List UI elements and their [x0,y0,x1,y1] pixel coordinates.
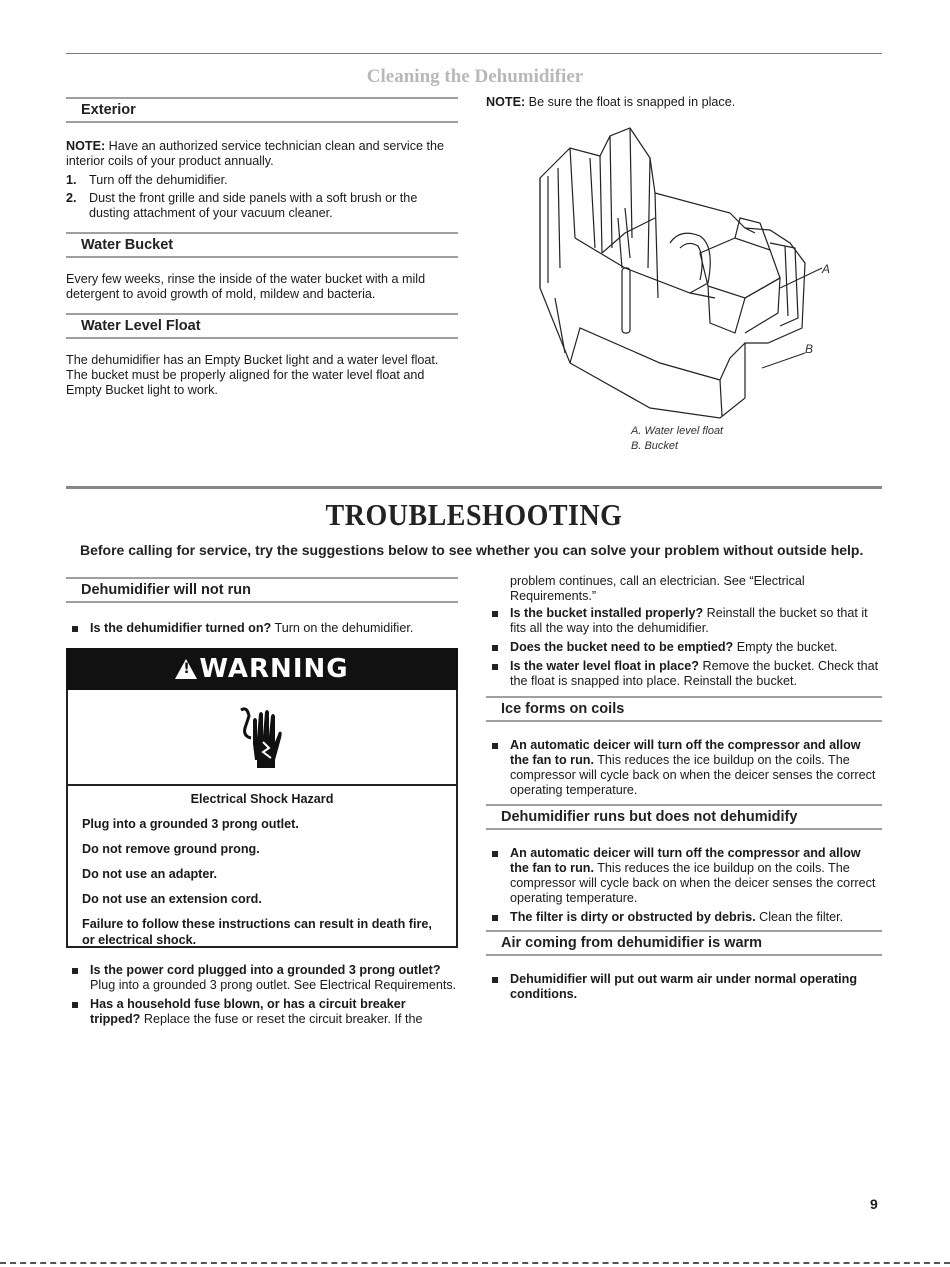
bullet-filter-bold: The filter is dirty or obstructed by debris. [510,910,756,924]
water-bucket-heading-block [66,232,458,258]
warm-air-heading: Air coming from dehumidifier is warm [501,935,763,951]
fuse-continued-text: problem continues, call an electrician. See “Electrical Requirements.” [510,574,805,603]
bullet-bucket-emptied [486,640,882,655]
warning-header-text: WARNING [199,654,349,684]
will-not-run-heading-block [66,577,458,603]
warning-triangle-icon [175,659,197,679]
bullet-fuse-text: Replace the fuse or reset the circuit breaker. If the [140,1012,423,1026]
warning-line-3: Do not use an adapter. [82,867,218,881]
will-not-run-bullets-b [66,963,458,1031]
bullet-deicer-dehumidify-bold: An automatic deicer will turn off the compressor and allow the fan to run. [510,846,861,875]
figure-label-a: A [822,262,831,276]
top-rule [66,53,882,54]
figure-label-b: B [805,342,814,356]
right-note-label: NOTE: [486,95,526,109]
bullet-float-in-place [486,659,882,689]
bullet-bucket-installed [486,606,882,636]
bucket-illustration [530,118,840,423]
figure-caption-b: B. Bucket [631,440,679,452]
exterior-heading-block [66,97,458,123]
bullet-filter [486,910,882,925]
bullet-power-cord-bold: Is the power cord plugged into a grounded 3 prong outlet? [90,963,441,977]
bullet-turned-on-bold: Is the dehumidifier turned on? [90,621,272,635]
ice-heading-block [486,696,882,722]
bullet-fuse-bold: Has a household fuse blown, or has a circuit breaker tripped? [90,997,406,1026]
right-note [486,95,882,110]
bullet-warm-air-bold: Dehumidifier will put out warm air under normal operating conditions. [510,972,858,1001]
warm-air-heading-block [486,930,882,956]
warning-box [66,648,458,948]
troubleshooting-title: TROUBLESHOOTING [325,498,623,533]
no-dehumidify-heading: Dehumidifier runs but does not dehumidify [501,809,798,825]
bullet-bucket-emptied-text: Empty the bucket. [733,640,838,654]
will-not-run-bullets-a [66,621,458,640]
bullet-turned-on [66,621,458,636]
warning-line-4: Do not use an extension cord. [82,892,262,906]
warning-line-5: Failure to follow these instructions can result in death fire, or electrical shock. [82,917,432,947]
warning-header [66,648,458,690]
bullet-bucket-installed-bold: Is the bucket installed properly? [510,606,704,620]
warning-body [68,792,456,948]
water-bucket-heading: Water Bucket [81,237,174,253]
ice-heading: Ice forms on coils [501,701,625,717]
float-heading-block [66,313,458,339]
bullet-deicer-ice [486,738,882,798]
exterior-note-text: Have an authorized service technician clean and service the interior coils of your product annually. [66,139,445,168]
exterior-heading: Exterior [81,102,136,118]
step-1-text: Turn off the dehumidifier. [89,173,228,187]
bullet-power-cord [66,963,458,993]
right-note-text: Be sure the float is snapped in place. [525,95,736,109]
warning-icon-area [68,690,456,786]
step-1-num: 1. [66,173,77,187]
will-not-run-heading: Dehumidifier will not run [81,582,251,598]
float-text: The dehumidifier has an Empty Bucket light and a water level float. The bucket must be properly aligned for the water level float and Empty Bucket light to work. [66,353,439,397]
will-not-run-bullets-c [486,606,882,693]
step-2-num: 2. [66,191,77,205]
exterior-steps [66,173,458,224]
bullet-filter-text: Clean the filter. [755,910,844,924]
bullet-power-cord-text: Plug into a grounded 3 prong outlet. See Electrical Requirements. [90,978,457,992]
no-dehumidify-heading-block [486,804,882,830]
no-dehumidify-bullets [486,846,882,929]
troubleshooting-intro: Before calling for service, try the suggestions below to see whether you can solve your problem without outside help. [80,542,864,558]
bullet-float-in-place-text: Remove the bucket. Check that the float is snapped into place. Reinstall the bucket. [510,659,879,688]
ice-bullets [486,738,882,802]
exterior-note-label: NOTE: [66,139,106,153]
bullet-warm-air [486,972,882,1002]
bottom-dashed-border [0,1262,950,1264]
warning-line-2: Do not remove ground prong. [82,842,260,856]
bullet-deicer-dehumidify [486,846,882,906]
bullet-float-in-place-bold: Is the water level float in place? [510,659,699,673]
bullet-deicer-ice-text: This reduces the ice buildup on the coils. The compressor will cycle back on when the deicer senses the correct operating temperature. [510,753,876,797]
step-1 [66,173,458,188]
bullet-turned-on-text: Turn on the dehumidifier. [271,621,414,635]
bullet-bucket-installed-text: Reinstall the bucket so that it fits all the way into the dehumidifier. [510,606,868,635]
cleaning-title: Cleaning the Dehumidifier [366,66,584,87]
electrical-shock-icon [237,702,287,772]
bullet-fuse [66,997,458,1027]
step-2-text: Dust the front grille and side panels with a soft brush or the dusting attachment of your vacuum cleaner. [89,191,418,220]
bullet-bucket-emptied-bold: Does the bucket need to be emptied? [510,640,734,654]
warning-hazard: Electrical Shock Hazard [190,792,334,806]
figure-caption-a: A. Water level float [631,425,724,437]
exterior-note [66,139,458,169]
warning-line-1: Plug into a grounded 3 prong outlet. [82,817,299,831]
warm-air-bullets [486,972,882,1006]
bullet-deicer-ice-bold: An automatic deicer will turn off the compressor and allow the fan to run. [510,738,861,767]
bullet-deicer-dehumidify-text: This reduces the ice buildup on the coils. The compressor will cycle back on when the deicer senses the correct operating temperature. [510,861,876,905]
page-number: 9 [870,1196,878,1212]
step-2 [66,191,458,221]
troubleshooting-rule [66,486,882,489]
float-heading: Water Level Float [81,318,201,334]
water-bucket-text: Every few weeks, rinse the inside of the water bucket with a mild detergent to avoid growth of mold, mildew and bacteria. [66,272,426,301]
